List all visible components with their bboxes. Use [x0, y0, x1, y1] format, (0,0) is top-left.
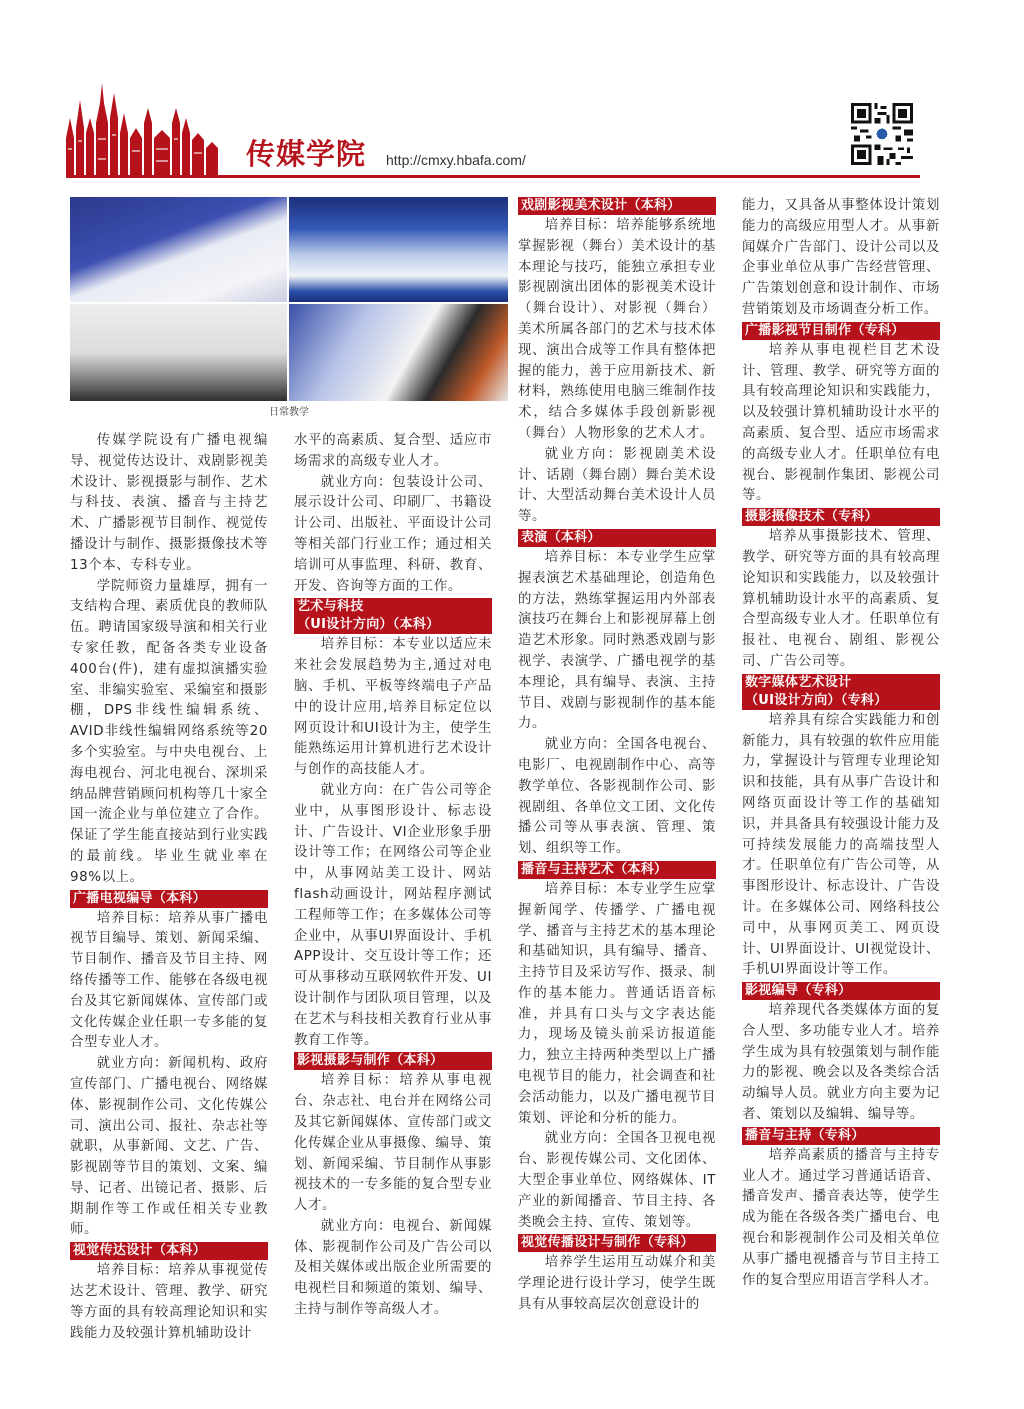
body-paragraph: 就业方向：电视台、新闻媒体、影视制作公司及广告公司以及相关媒体或出版企业所需要的电视栏目和频道的策划、编导、主持与制作等高级人才。 — [294, 1218, 492, 1318]
body-paragraph: 培养从事电视栏目艺术设计、管理、教学、研究等方面的具有较高理论知识和实践能力，以及较强计算机辅助设计水平的高素质、复合型、适应市场需求的高级专业人才。任职单位有电视台、影视制作集团、影视公司等。 — [742, 342, 940, 504]
news-desk-photo — [289, 197, 508, 302]
section-heading: 广播影视节目制作（专科） — [742, 322, 940, 340]
section-heading: 表演（本科） — [518, 529, 716, 547]
equipment-room-photo — [70, 304, 287, 401]
page-title: 传媒学院 — [246, 137, 367, 171]
section-heading: 视觉传达设计（本科） — [70, 1242, 268, 1260]
section-heading: 播音与主持（专科） — [742, 1127, 940, 1145]
section-heading: 视觉传播设计与制作（专科） — [518, 1234, 716, 1252]
section-heading: 播音与主持艺术（本科） — [518, 861, 716, 879]
body-paragraph: 就业方向：在广告公司等企业中，从事图形设计、标志设计、广告设计、VI企业形象手册设计等工作；在网络公司等企业中，从事网站美工设计、网站flash动画设计，网站程序测试工程师等工作；在多媒体公司等企业中，从事UI界面设计、手机APP设计、交互设计等工作；还可从事移动互联网软件开发、UI设计制作与团队项目管理，以及在艺术与科技相关教育行业从事教育工作等。 — [294, 782, 492, 1048]
body-paragraph: 学院师资力量雄厚，拥有一支结构合理、素质优良的教师队伍。聘请国家级导演和相关行业专家任教，配备各类专业设备400台(件)，建有虚拟演播实验室、非编实验室、采编室和摄影棚，DPS非线性编辑系统、AVID非线性编辑网络系统等20多个实验室。与中央电视台、上海电视台、河北电视台、深圳采纳品牌营销顾问机构等几十家全国一流企业与单位建立了合作。保证了学生能直接站到行业实践的最前线。毕业生就业率在98%以上。 — [70, 578, 268, 885]
section-heading: 戏剧影视美术设计（本科） — [518, 197, 716, 215]
column-3 — [518, 196, 716, 1316]
body-paragraph: 水平的高素质、复合型、适应市场需求的高级专业人才。 — [294, 433, 492, 469]
body-paragraph: 传媒学院设有广播电视编导、视觉传达设计、戏剧影视美术设计、影视摄影与制作、艺术与科技、表演、播音与主持艺术、广播影视节目制作、视觉传播设计与制作、摄影摄像技术等13个本、专科专业。 — [70, 433, 268, 573]
section-heading: 广播电视编导（本科） — [70, 890, 268, 908]
column-1 — [70, 431, 268, 1344]
castle-skyline-icon — [66, 78, 226, 178]
section-heading: 艺术与科技 （UI设计方向）（本科） — [294, 598, 492, 634]
body-paragraph: 培养高素质的播音与主持专业人才。通过学习普通话语音、播音发声、播音表达等，使学生成为能在各级各类广播电台、电视台和影视制作公司及相关单位从事广播电视播音与节目主持工作的复合型应用语言学科人才。 — [742, 1147, 940, 1288]
body-paragraph: 培养目标：本专业学生应掌握表演艺术基础理论，创造角色的方法，熟练掌握运用内外部表演技巧在舞台上和影视屏幕上创造艺术形象。同时熟悉戏剧与影视学、表演学、广播电视学的基本理论，具有编导、表演、主持节目、戏剧与影视制作的基本能力。 — [518, 549, 716, 732]
photo-caption: 日常教学 — [269, 407, 309, 418]
body-paragraph: 培养现代各类媒体方面的复合人型、多功能专业人才。培养学生成为具有较强策划与制作能力的影视、晚会以及各类综合活动编导人员。就业方向主要为记者、策划以及编辑、编导等。 — [742, 1003, 940, 1123]
body-paragraph: 培养目标：培养从事广播电视节目编导、策划、新闻采编、节目制作、播音及节目主持、网络传播等工作、能够在各级电视台及其它新闻媒体、宣传部门或文化传媒企业任职一专多能的复合型专业人才。 — [70, 910, 268, 1051]
body-paragraph: 就业方向：新闻机构、政府宣传部门、广播电视台、网络媒体、影视制作公司、文化传媒公司、演出公司、报社、杂志社等就职，从事新闻、文艺、广告、影视剧等节目的策划、文案、编导、记者、出镜记者、摄影、后期制作等工作或任相关专业教师。 — [70, 1056, 268, 1238]
body-paragraph: 培养从事摄影技术、管理、教学、研究等方面的具有较高理论知识和实践能力，以及较强计算机辅助设计水平的高素质、复合型高级专业人才。任职单位有报社、电视台、剧组、影视公司、广告公司等。 — [742, 529, 940, 669]
body-paragraph: 就业方向：全国各电视台、电影厂、电视剧制作中心、高等教学单位、各影视制作公司、影视剧组、各单位文工团、文化传播公司等从事表演、管理、策划、组织等工作。 — [518, 737, 716, 857]
body-paragraph: 培养目标：培养能够系统地掌握影视（舞台）美术设计的基本理论与技巧，能独立承担专业影视剧演出团体的影视美术设计（舞台设计）、对影视（舞台）美术所属各部门的艺术与技术体现、演出合成等工作具有整体把握的能力，善于应用新技术、新材料，熟练使用电脑三维制作技术，结合多媒体手段创新影视（舞台）人物形象的艺术人才。 — [518, 218, 716, 441]
column-4 — [742, 196, 940, 1291]
column-2 — [294, 431, 492, 1321]
body-paragraph: 培养目标：培养从事视觉传达艺术设计、管理、教学、研究等方面的具有较高理论知识和实践能力及较强计算机辅助设计 — [70, 1263, 268, 1341]
body-paragraph: 培养目标：本专业学生应掌握新闻学、传播学、广播电视学、播音与主持艺术的基本理论和基础知识，具有编导、播音、主持节目及采访写作、摄录、制作的基本能力。普通话语音标准，并具有口头与文字表达能力，现场及镜头前采访报道能力，独立主持两种类型以上广播电视节目的能力，社会调查和社会活动能力，以及广播电视节目策划、评论和分析的能力。 — [518, 881, 716, 1126]
section-heading: 影视编导（专科） — [742, 982, 940, 1000]
body-paragraph: 培养目标：培养从事电视台、杂志社、电台并在网络公司及其它新闻媒体、宣传部门或文化传媒企业从事摄像、编导、策划、新闻采编、节目制作从事影视技术的一专多能的复合型专业人才。 — [294, 1073, 492, 1214]
section-heading: 影视摄影与制作（本科） — [294, 1052, 492, 1070]
body-paragraph: 就业方向：影视剧美术设计、话剧（舞台剧）舞台美术设计、大型活动舞台美术设计人员等。 — [518, 446, 716, 525]
control-room-photo — [289, 304, 508, 401]
body-paragraph: 就业方向：包装设计公司、展示设计公司、印刷厂、书籍设计公司、出版社、平面设计公司等相关部门行业工作；通过相关培训可从事监理、科研、教育、开发、咨询等方面的工作。 — [294, 474, 492, 594]
studio-group-photo — [70, 197, 287, 302]
qr-code-icon — [849, 103, 915, 165]
section-heading: 数字媒体艺术设计 （UI设计方向）（专科） — [742, 674, 940, 710]
body-paragraph: 培养目标：本专业以适应未来社会发展趋势为主,通过对电脑、手机、平板等终端电子产品中的设计应用,培养目标定位以网页设计和UI设计为主，使学生能熟练运用计算机进行艺术设计与创作的高技能人才。 — [294, 637, 492, 778]
body-paragraph: 能力，又具备从事整体设计策划能力的高级应用型人才。从事新闻媒介广告部门、设计公司以及企事业单位从事广告经营管理、广告策划创意和设计制作、市场营销策划及市场调查分析工作。 — [742, 198, 940, 317]
photo-grid — [70, 197, 508, 401]
header-divider — [66, 175, 920, 178]
body-paragraph: 培养具有综合实践能力和创新能力，具有较强的软件应用能力，掌握设计与管理专业理论知识和技能，具有从事广告设计和网络页面设计等工作的基础知识，并具备具有较强设计能力及可持续发展能力的高端技型人才。任职单位有广告公司等，从事图形设计、标志设计、广告设计。在多媒体公司、网络科技公司中，从事网页美工、网页设计、UI界面设计、UI视觉设计、手机UI界面设计等工作。 — [742, 712, 940, 978]
body-paragraph: 培养学生运用互动媒介和美学理论进行设计学习，使学生既具有从事较高层次创意设计的 — [518, 1255, 716, 1313]
section-heading: 摄影摄像技术（专科） — [742, 508, 940, 526]
website-link[interactable]: http://cmxy.hbafa.com/ — [386, 152, 526, 168]
body-paragraph: 就业方向：全国各卫视电视台、影视传媒公司、文化团体、大型企事业单位、网络媒体、IT产业的新闻播音、节目主持、各类晚会主持、宣传、策划等。 — [518, 1131, 716, 1230]
